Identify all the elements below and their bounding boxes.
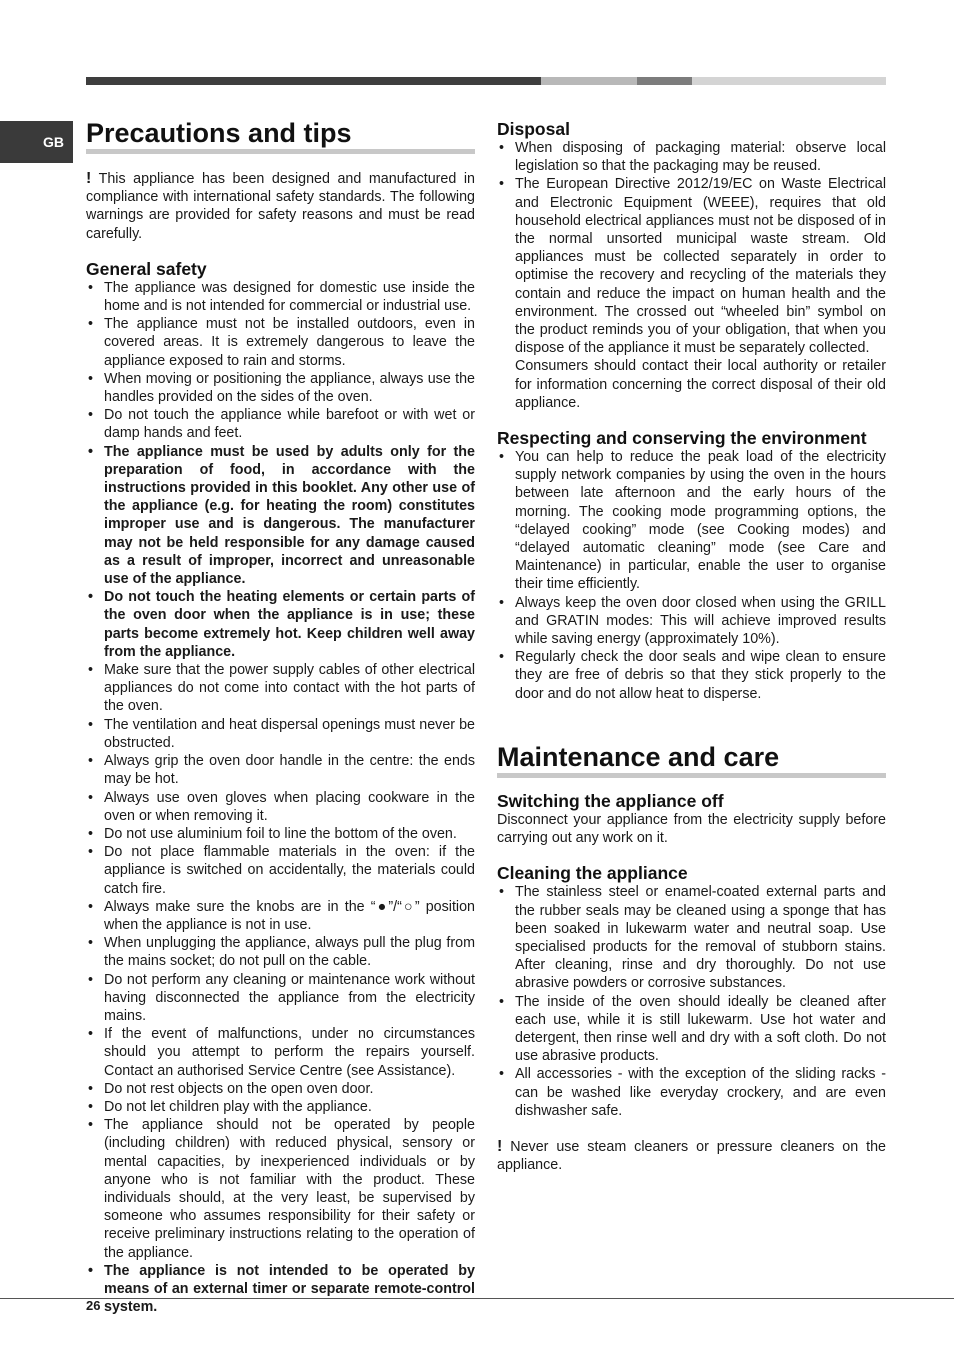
switching-off-heading: Switching the appliance off xyxy=(497,790,724,811)
list-item: • Always use oven gloves when placing cookware in the oven or when removing it. xyxy=(86,789,475,825)
list-item: • Do not touch the appliance while barefoot or with wet or damp hands and feet. xyxy=(86,406,475,442)
language-tab-label: GB xyxy=(43,134,64,150)
list-item: • You can help to reduce the peak load of the electricity supply network companies by using the oven in the hours between late afternoon and the early hours of the morning. The cooking mode programming options, the “delayed cooking” mode (see Cooking modes) and “delayed automatic cleaning” mode (see Care and Maintenance) in particular, enable the user to organise their time efficiently. xyxy=(497,448,886,594)
list-item: • The stainless steel or enamel-coated external parts and the rubber seals may be cleaned using a sponge that has been soaked in lukewarm water and neutral soap. Use specialised products for the removal of stubborn stains. After cleaning, rinse and dry thoroughly. Do not use abrasive powders or corrosive substances. xyxy=(497,883,886,992)
header-bar-segment xyxy=(86,77,541,85)
precautions-title: Precautions and tips xyxy=(86,118,475,154)
cleaning-warning: ! Never use steam cleaners or pressure cleaners on the appliance. xyxy=(497,1137,886,1174)
list-item: • Always keep the oven door closed when using the GRILL and GRATIN modes: This will achieve improved results while saving energy (approximately 10%). xyxy=(497,594,886,649)
disposal-list xyxy=(497,139,886,357)
list-item: • When disposing of packaging material: observe local legislation so that the packaging may be reused. xyxy=(497,139,886,175)
precautions-intro: ! This appliance has been designed and manufactured in compliance with international safety standards. The following warnings are provided for safety reasons and must be read carefully. xyxy=(86,170,475,242)
list-item: • The inside of the oven should ideally be cleaned after each use, while it is still lukewarm. Use hot water and detergent, then rinse well and dry with a soft cloth. Do not use abrasive products. xyxy=(497,993,886,1066)
disposal-heading: Disposal xyxy=(497,119,570,139)
footer-rule xyxy=(0,1298,954,1299)
cleaning-list xyxy=(497,883,886,1120)
list-item: • The appliance must be used by adults only for the preparation of food, in accordance with the instructions provided in this booklet. Any other use of the appliance (e.g. for heating the room) constitutes improper use and is dangerous. The manufacturer may not be held responsible for any damage caused as a result of improper, incorrect and unreasonable use of the appliance. xyxy=(86,443,475,589)
list-item: • If the event of malfunctions, under no circumstances should you attempt to perform the repairs yourself. Contact an authorised Service Centre (see Assistance). xyxy=(86,1025,475,1080)
list-item: • Always grip the oven door handle in the centre: the ends may be hot. xyxy=(86,752,475,788)
page-number: 26 xyxy=(86,1298,101,1313)
list-item: • Regularly check the door seals and wipe clean to ensure they are free of debris so that they stick properly to the door and do not allow heat to disperse. xyxy=(497,648,886,703)
environment-heading: Respecting and conserving the environment xyxy=(497,428,867,449)
maintenance-title: Maintenance and care xyxy=(497,742,886,778)
list-item: • Make sure that the power supply cables of other electrical appliances do not come into contact with the hot parts of the oven. xyxy=(86,661,475,716)
list-item: • The European Directive 2012/19/EC on Waste Electrical and Electronic Equipment (WEEE), requires that old household electrical appliances must not be disposed of in the normal unsorted municipal waste stream. Old appliances must be collected separately in order to optimise the recovery and recycling of the materials they contain and reduce the impact on human health and the environment. The crossed out “wheeled bin” symbol on the product reminds you of your obligation, that when you dispose of the appliance it must be separately collected. xyxy=(497,175,886,357)
left-column xyxy=(86,118,475,1316)
list-item: • Do not rest objects on the open oven door. xyxy=(86,1080,475,1098)
list-item: • When unplugging the appliance, always pull the plug from the mains socket; do not pull on the cable. xyxy=(86,934,475,970)
list-item: • Always make sure the knobs are in the “●”/“○” position when the appliance is not in use. xyxy=(86,898,475,934)
list-item: • The appliance must not be installed outdoors, even in covered areas. It is extremely dangerous to leave the appliance exposed to rain and storms. xyxy=(86,315,475,370)
list-item: • Do not let children play with the appliance. xyxy=(86,1098,475,1116)
switching-off-text: Disconnect your appliance from the electricity supply before carrying out any work on it. xyxy=(497,811,886,847)
disposal-note: Consumers should contact their local authority or retailer for information concerning the correct disposal of their old appliance. xyxy=(515,358,886,411)
header-bar-segment xyxy=(541,77,637,85)
warning-mark: ! xyxy=(497,1137,503,1155)
list-item: • Do not use aluminium foil to line the bottom of the oven. xyxy=(86,825,475,843)
language-tab xyxy=(0,121,73,163)
right-column xyxy=(497,118,886,1174)
general-safety-list xyxy=(86,279,475,1317)
general-safety-heading: General safety xyxy=(86,258,207,279)
list-item: • The appliance is not intended to be operated by means of an external timer or separate remote-control system. xyxy=(86,1262,475,1317)
list-item: • The appliance was designed for domestic use inside the home and is not intended for commercial or industrial use. xyxy=(86,279,475,315)
cleaning-heading: Cleaning the appliance xyxy=(497,863,688,884)
warning-mark: ! xyxy=(86,170,92,187)
header-bar-segment xyxy=(692,77,886,85)
list-item: • Do not touch the heating elements or certain parts of the oven door when the appliance is in use; these parts become extremely hot. Keep children well away from the appliance. xyxy=(86,588,475,661)
list-item: • Do not perform any cleaning or maintenance work without having disconnected the appliance from the electricity mains. xyxy=(86,971,475,1026)
list-item: • When moving or positioning the appliance, always use the handles provided on the sides of the oven. xyxy=(86,370,475,406)
list-item: • Do not place flammable materials in the oven: if the appliance is switched on accidentally, the materials could catch fire. xyxy=(86,843,475,898)
header-color-bar xyxy=(86,77,886,85)
header-bar-segment xyxy=(637,77,692,85)
list-item: • The appliance should not be operated by people (including children) with reduced physical, sensory or mental capacities, by inexperienced individuals or by anyone who is not familiar with the product. These individuals should, at the very least, be supervised by someone who assumes responsibility for their safety or receive preliminary instructions relating to the operation of the appliance. xyxy=(86,1116,475,1262)
list-item: • The ventilation and heat dispersal openings must never be obstructed. xyxy=(86,716,475,752)
environment-list xyxy=(497,448,886,703)
list-item: • All accessories - with the exception of the sliding racks - can be washed like everyday crockery, and are even dishwasher safe. xyxy=(497,1065,886,1120)
